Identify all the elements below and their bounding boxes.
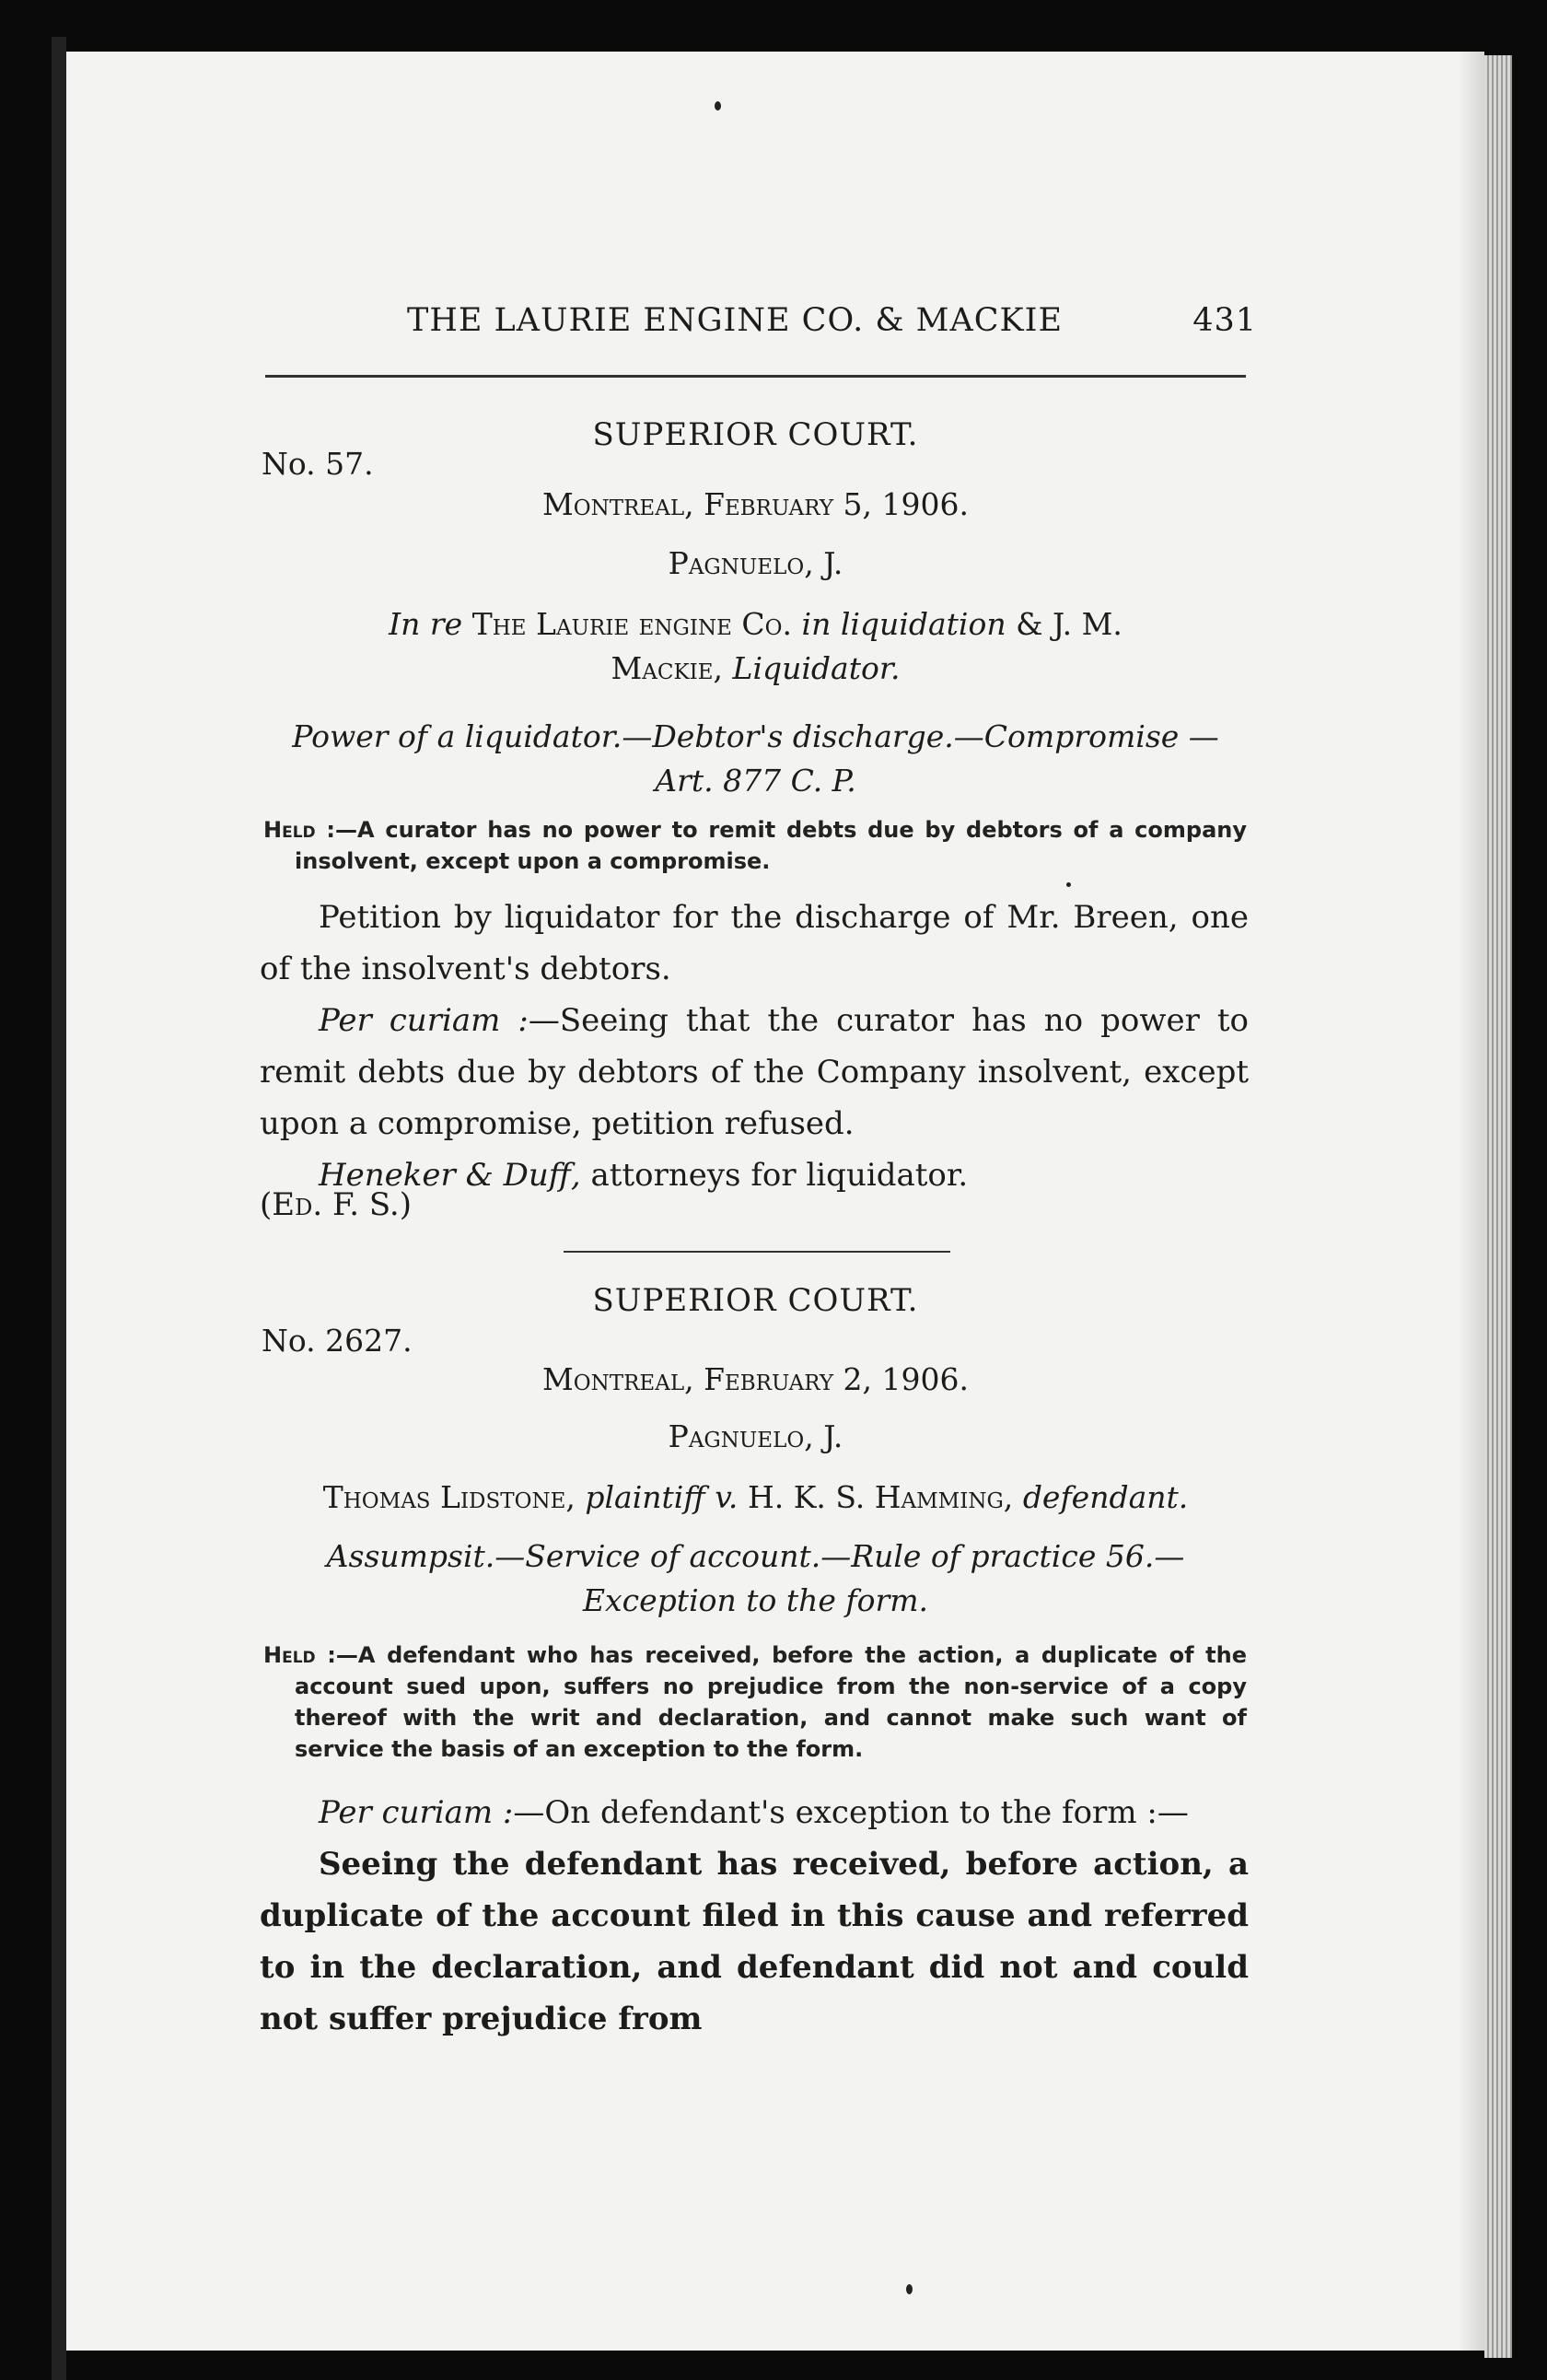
case1-attorneys-names: Heneker & Duff, (319, 1157, 581, 1194)
case-divider (564, 1251, 950, 1253)
case1-per-curiam (260, 995, 1249, 1149)
case1-held (263, 814, 1247, 877)
page-shadow (1457, 52, 1484, 2351)
case1-judge: Pagnuelo, J. (668, 545, 843, 581)
case1-parties (265, 602, 1246, 691)
case2-topics-line1: Assumpsit.—Service of account.—Rule of practice 56.— (326, 1538, 1185, 1574)
case1-number: No. 57. (262, 446, 374, 482)
case2-number: No. 2627. (262, 1323, 413, 1359)
case2-final-para: Seeing the defendant has received, before action, a duplicate of the account filed in this cause and referred to in the declaration, and defendant did not and could not suffer prejudice from (260, 1846, 1249, 2037)
case2-parties (265, 1476, 1246, 1520)
case1-topics-line2: Art. 877 C. P. (655, 763, 856, 799)
case1-liquidator-name: Mackie, (611, 650, 724, 686)
case2-defendant: H. K. S. Hamming, (747, 1479, 1014, 1515)
case1-date-place: Montreal, (541, 486, 694, 522)
case2-dateline (265, 1361, 1246, 1397)
case2-topics (265, 1534, 1246, 1623)
case2-plaintiff: Thomas Lidstone, (322, 1479, 576, 1515)
case2-plaintiff-role: plaintiff v. (585, 1479, 739, 1515)
case2-body (260, 1787, 1249, 2045)
case1-in-re: In re (389, 606, 463, 642)
case1-held-text: :—A curator has no power to remit debts due by debtors of a company insolvent, except upon a compromise. (295, 817, 1247, 874)
case2-per-curiam-label: Per curiam : (319, 1794, 514, 1831)
case2-date: February 2, 1906. (704, 1361, 970, 1397)
page-edges (1484, 55, 1512, 2358)
page-number: 431 (1192, 302, 1257, 339)
case2-topics-line2: Exception to the form. (582, 1582, 929, 1618)
book-binding (52, 37, 66, 2380)
case1-date: February 5, 1906. (704, 486, 970, 522)
case1-para1: Petition by liquidator for the discharge of Mr. Breen, one of the insolvent's debtors. (260, 899, 1249, 987)
case1-topics-line1: Power of a liquidator.—Debtor's discharge.—Compromise — (292, 718, 1219, 754)
case2-court: SUPERIOR COURT. (592, 1282, 919, 1319)
case2-judge: Pagnuelo, J. (668, 1418, 843, 1454)
running-title: THE LAURIE ENGINE CO. & MACKIE (407, 302, 1064, 339)
case2-per-curiam-text: —On defendant's exception to the form :— (513, 1794, 1189, 1831)
scan-speck (1066, 882, 1071, 887)
case1-per-curiam-label: Per curiam : (319, 1002, 529, 1039)
case2-per-curiam (260, 1787, 1249, 1838)
case1-per-curiam-text: —Seeing that the curator has no power to remit debts due by debtors of the Company insolvent, except upon a compromise, petition refused. (260, 1002, 1249, 1142)
scan-speck (906, 2284, 913, 2294)
header-rule (265, 375, 1246, 378)
case1-editor: (Ed. F. S.) (260, 1186, 413, 1223)
case2-defendant-role: defendant. (1022, 1479, 1189, 1515)
case2-date-place: Montreal, (541, 1361, 694, 1397)
case1-court: SUPERIOR COURT. (592, 416, 919, 453)
case1-held-label: Held (263, 817, 316, 843)
case1-suffix: & J. M. (1016, 606, 1122, 642)
case1-topics (265, 715, 1246, 803)
case1-body (260, 892, 1249, 1201)
case1-attorneys-text: attorneys for liquidator. (590, 1157, 969, 1194)
case2-held-label: Held (263, 1642, 316, 1668)
case1-dateline (265, 486, 1246, 522)
case1-liquidator-role: Liquidator. (732, 650, 901, 686)
case2-held (263, 1639, 1247, 1765)
scan-speck (715, 101, 721, 111)
case1-company: The Laurie engine Co. (471, 606, 793, 642)
case1-status: in liquidation (801, 606, 1006, 642)
case2-held-text: :—A defendant who has received, before the action, a duplicate of the account sued upon, suffers no prejudice from the non-service of a copy thereof with the writ and declaration, and cannot make such want of service the basis of an exception to the form. (295, 1642, 1247, 1762)
